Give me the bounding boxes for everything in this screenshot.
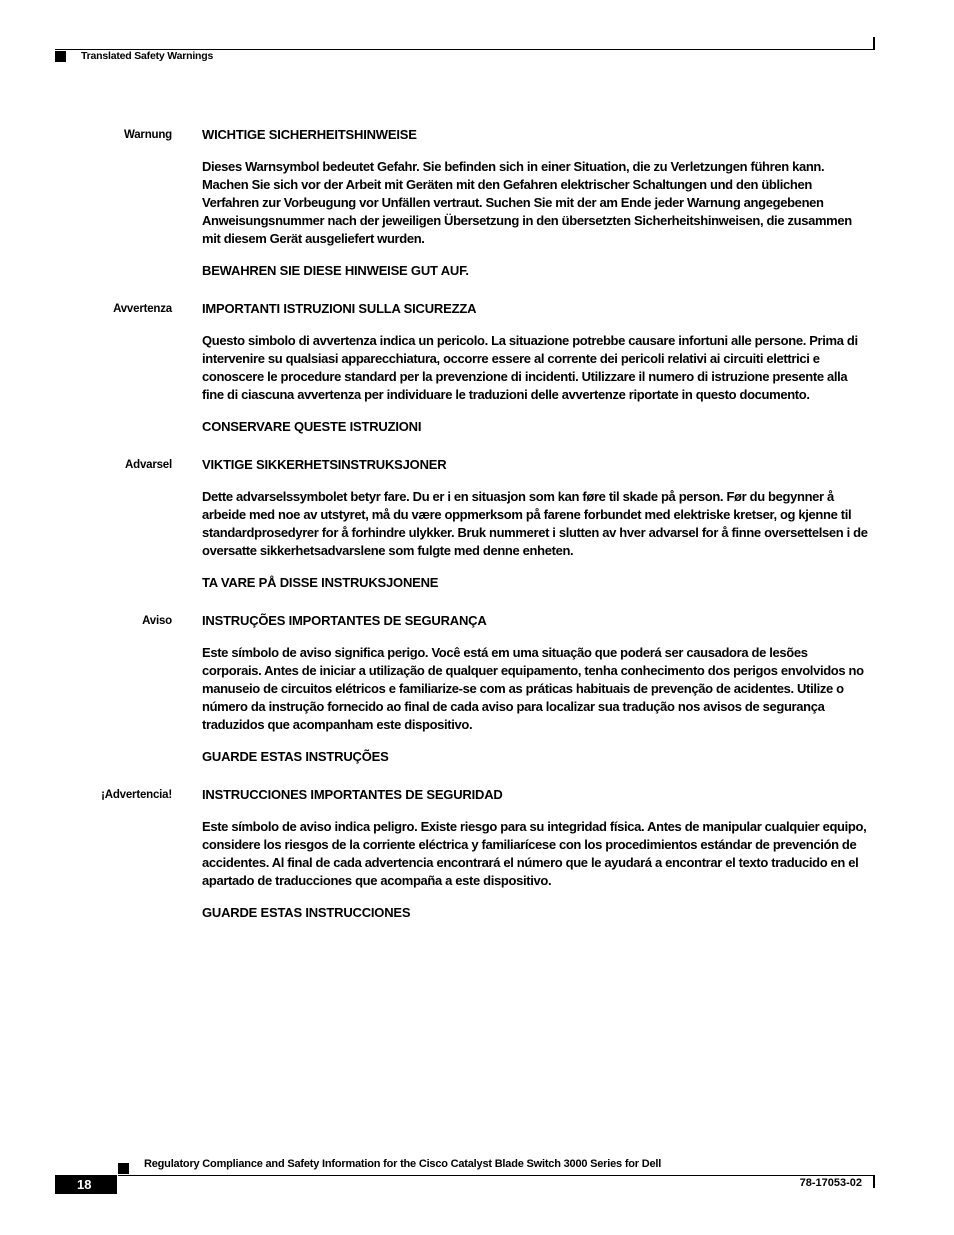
- warning-label: Advarsel: [125, 459, 172, 471]
- warning-label: Warnung: [124, 129, 172, 141]
- warning-body: [202, 786, 868, 922]
- footer-document-title: Regulatory Compliance and Safety Information for the Cisco Catalyst Blade Switch 3000 Series for Dell: [144, 1158, 662, 1170]
- warning-german: [0, 126, 954, 280]
- warning-body: [202, 300, 868, 436]
- warning-italian: [0, 300, 954, 436]
- warning-label: ¡Advertencia!: [101, 789, 172, 801]
- header-marker: [55, 51, 66, 62]
- warning-closing: CONSERVARE QUESTE ISTRUZIONI: [202, 419, 422, 434]
- warning-title: INSTRUÇÕES IMPORTANTES DE SEGURANÇA: [202, 613, 487, 628]
- warning-title: IMPORTANTI ISTRUZIONI SULLA SICUREZZA: [202, 301, 477, 316]
- warning-text: Questo simbolo di avvertenza indica un pericolo. La situazione potrebbe causare infortuni alle persone. Prima di intervenire su qualsiasi apparecchiatura, occorre essere al corrente dei pericoli relativi ai circuiti elettrici e conoscere le procedure standard per la prevenzione di incidenti. Utilizzare il numero di istruzione presente alla fine di ciascuna avvertenza per individuare le traduzioni delle avvertenze riportate in questo documento.: [202, 333, 858, 402]
- warning-closing: TA VARE PÅ DISSE INSTRUKSJONENE: [202, 575, 439, 590]
- warning-body: [202, 456, 868, 592]
- page-number: 18: [55, 1175, 117, 1194]
- warning-spanish: [0, 786, 954, 922]
- warning-title: WICHTIGE SICHERHEITSHINWEISE: [202, 127, 417, 142]
- document-number: 78-17053-02: [799, 1177, 862, 1189]
- warning-closing: GUARDE ESTAS INSTRUCCIONES: [202, 905, 411, 920]
- warning-text: Este símbolo de aviso significa perigo. Você está em uma situação que poderá ser causadora de lesões corporais. Antes de iniciar a utilização de qualquer equipamento, tenha conhecimento dos perigos envolvidos no manuseio de circuitos elétricos e familiarize-se com as práticas habituais de prevenção de acidentes. Utilize o número da instrução fornecido ao final de cada aviso para localizar sua tradução nos avisos de segurança traduzidos que acompanham este dispositivo.: [202, 645, 864, 732]
- warning-portuguese: [0, 612, 954, 766]
- warning-body: [202, 612, 868, 766]
- warning-closing: GUARDE ESTAS INSTRUÇÕES: [202, 749, 389, 764]
- warnings-content: [0, 126, 954, 942]
- section-title: Translated Safety Warnings: [81, 50, 214, 62]
- warning-norwegian: [0, 456, 954, 592]
- warning-text: Dette advarselssymbolet betyr fare. Du er i en situasjon som kan føre til skade på person. Før du begynner å arbeide med noe av utstyret, må du være oppmerksom på farene forbundet med elektriske kretser, og kjenne til standardprosedyrer for å forhindre ulykker. Bruk nummeret i slutten av hver advarsel for å finne oversettelsen i de oversatte sikkerhetsadvarslene som fulgte med denne enheten.: [202, 489, 868, 558]
- warning-title: INSTRUCCIONES IMPORTANTES DE SEGURIDAD: [202, 787, 503, 802]
- warning-label: Avvertenza: [113, 303, 172, 315]
- header-tick: [873, 37, 875, 50]
- warning-body: [202, 126, 868, 280]
- footer-rule: [118, 1175, 875, 1176]
- warning-closing: BEWAHREN SIE DIESE HINWEISE GUT AUF.: [202, 263, 469, 278]
- warning-text: Dieses Warnsymbol bedeutet Gefahr. Sie befinden sich in einer Situation, die zu Verletzungen führen kann. Machen Sie sich vor der Arbeit mit Geräten mit den Gefahren elektrischer Schaltungen und den üblichen Verfahren zur Vorbeugung vor Unfällen vertraut. Suchen Sie mit der am Ende jeder Warnung angegebenen Anweisungsnummer nach der jeweiligen Übersetzung in den übersetzten Sicherheitshinweisen, die zusammen mit diesem Gerät ausgeliefert wurden.: [202, 159, 852, 246]
- footer-marker: [118, 1163, 129, 1174]
- warning-text: Este símbolo de aviso indica peligro. Existe riesgo para su integridad física. Antes de manipular cualquier equipo, considere los riesgos de la corriente eléctrica y familiarícese con los procedimientos estándar de prevención de accidentes. Al final de cada advertencia encontrará el número que le ayudará a encontrar el texto traducido en el apartado de traducciones que acompaña a este dispositivo.: [202, 819, 867, 888]
- footer-tick: [873, 1175, 875, 1188]
- warning-label: Aviso: [142, 615, 172, 627]
- warning-title: VIKTIGE SIKKERHETSINSTRUKSJONER: [202, 457, 447, 472]
